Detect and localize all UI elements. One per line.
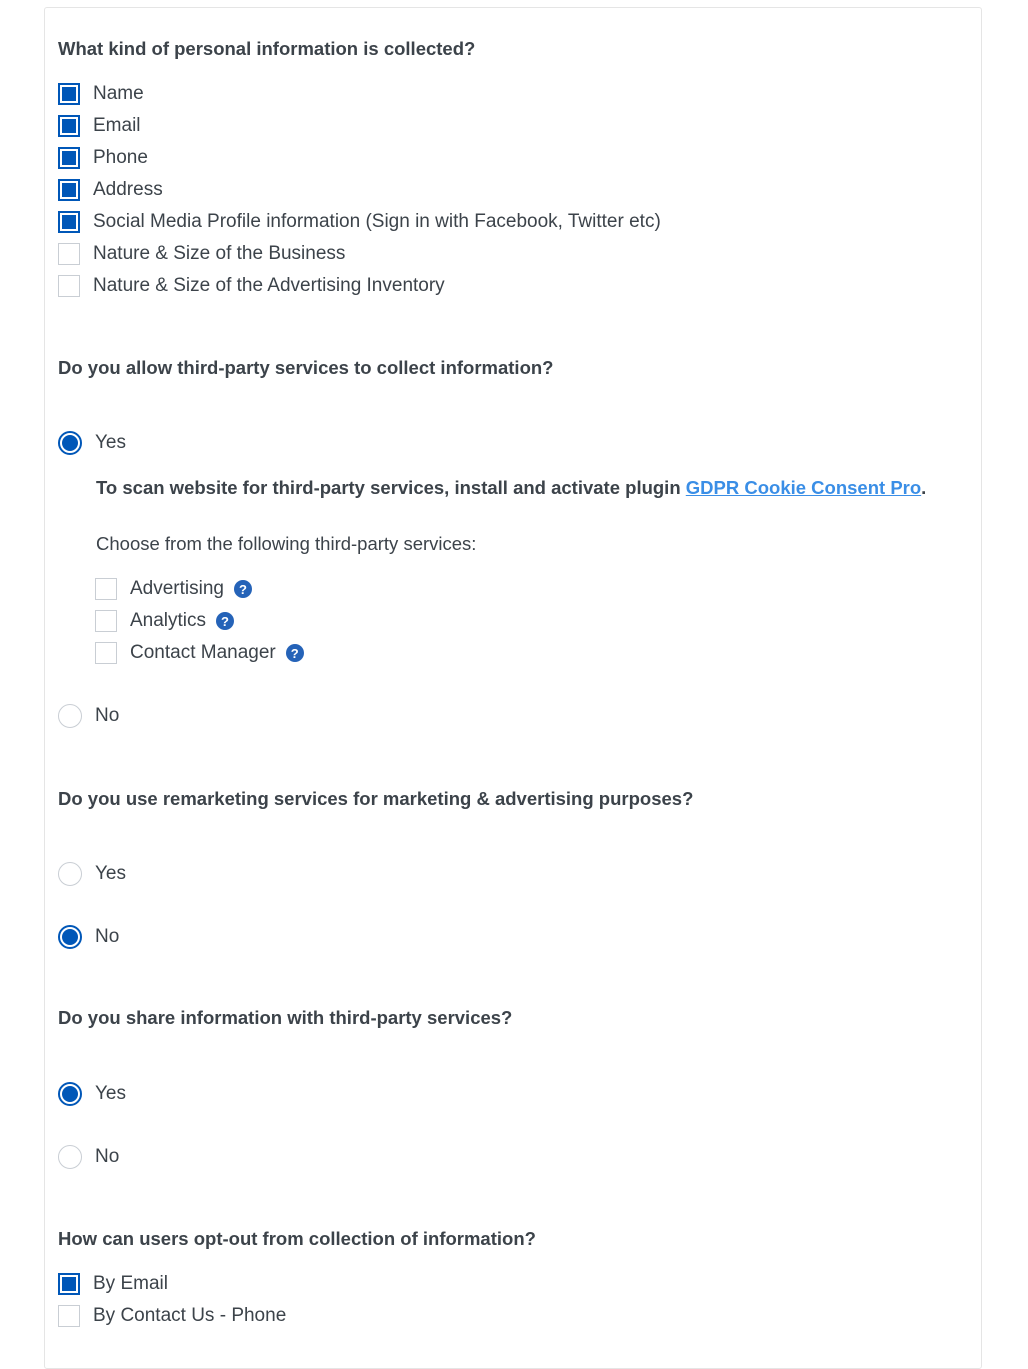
- help-icon[interactable]: ?: [216, 612, 234, 630]
- radio-label: No: [95, 705, 120, 726]
- choose-services-label: Choose from the following third-party services:: [96, 533, 477, 554]
- checkbox-icon[interactable]: [58, 1305, 80, 1327]
- radio-label: Yes: [95, 1083, 126, 1104]
- radio-icon[interactable]: [58, 925, 82, 949]
- checkbox-label: Name: [93, 83, 144, 104]
- question-share-info: Do you share information with third-party services?: [58, 1007, 513, 1028]
- checkbox-label: Analytics: [130, 610, 207, 631]
- checkbox-label: Advertising: [130, 578, 224, 599]
- checkbox-icon[interactable]: [58, 243, 80, 265]
- checkbox-label: Phone: [93, 147, 148, 168]
- checkbox-icon[interactable]: [58, 179, 80, 201]
- radio-label: Yes: [95, 432, 126, 453]
- checkbox-label: Address: [93, 179, 163, 200]
- scan-info-text: [96, 477, 926, 499]
- info-text: To scan website for third-party services, install and activate plugin: [96, 477, 686, 498]
- radio-collect-yes[interactable]: [58, 430, 126, 456]
- checkbox-icon[interactable]: [58, 147, 80, 169]
- radio-icon[interactable]: [58, 1082, 82, 1106]
- checkbox-service-advertising[interactable]: [95, 576, 252, 602]
- radio-remarketing-yes[interactable]: [58, 861, 126, 887]
- checkbox-service-analytics[interactable]: [95, 608, 234, 634]
- radio-share-no[interactable]: [58, 1144, 119, 1170]
- checkbox-advertising-inventory[interactable]: [58, 273, 445, 299]
- checkbox-social-media[interactable]: [58, 209, 661, 235]
- checkbox-opt-out-phone[interactable]: [58, 1303, 286, 1329]
- radio-label: Yes: [95, 863, 126, 884]
- checkbox-business[interactable]: [58, 241, 345, 267]
- radio-share-yes[interactable]: [58, 1081, 126, 1107]
- checkbox-icon[interactable]: [58, 1273, 80, 1295]
- checkbox-icon[interactable]: [95, 642, 117, 664]
- gdpr-plugin-link[interactable]: GDPR Cookie Consent Pro: [685, 477, 922, 498]
- checkbox-icon[interactable]: [58, 275, 80, 297]
- checkbox-label: Contact Manager: [130, 642, 276, 663]
- help-icon[interactable]: ?: [234, 580, 252, 598]
- checkbox-service-contact-manager[interactable]: [95, 640, 304, 666]
- radio-icon[interactable]: [58, 704, 82, 728]
- checkbox-label: Email: [93, 115, 141, 136]
- radio-icon[interactable]: [58, 1145, 82, 1169]
- checkbox-label: By Contact Us - Phone: [93, 1305, 287, 1326]
- checkbox-phone[interactable]: [58, 145, 148, 171]
- checkbox-label: By Email: [93, 1273, 168, 1294]
- checkbox-icon[interactable]: [58, 115, 80, 137]
- radio-label: No: [95, 926, 120, 947]
- checkbox-opt-out-email[interactable]: [58, 1271, 168, 1297]
- question-opt-out: How can users opt-out from collection of information?: [58, 1228, 536, 1249]
- radio-icon[interactable]: [58, 862, 82, 886]
- question-personal-info: What kind of personal information is collected?: [58, 38, 476, 59]
- radio-icon[interactable]: [58, 431, 82, 455]
- checkbox-icon[interactable]: [58, 211, 80, 233]
- info-period: .: [921, 477, 927, 498]
- checkbox-email[interactable]: [58, 113, 141, 139]
- radio-collect-no[interactable]: [58, 703, 119, 729]
- question-remarketing: Do you use remarketing services for marketing & advertising purposes?: [58, 788, 694, 809]
- checkbox-icon[interactable]: [95, 610, 117, 632]
- checkbox-label: Nature & Size of the Advertising Inventory: [93, 275, 445, 296]
- radio-label: No: [95, 1146, 120, 1167]
- checkbox-address[interactable]: [58, 177, 163, 203]
- checkbox-icon[interactable]: [95, 578, 117, 600]
- help-icon[interactable]: ?: [286, 644, 304, 662]
- checkbox-icon[interactable]: [58, 83, 80, 105]
- radio-remarketing-no[interactable]: [58, 924, 119, 950]
- checkbox-name[interactable]: [58, 81, 144, 107]
- checkbox-label: Nature & Size of the Business: [93, 243, 346, 264]
- question-third-party-collect: Do you allow third-party services to collect information?: [58, 357, 554, 378]
- checkbox-label: Social Media Profile information (Sign in with Facebook, Twitter etc): [93, 211, 661, 232]
